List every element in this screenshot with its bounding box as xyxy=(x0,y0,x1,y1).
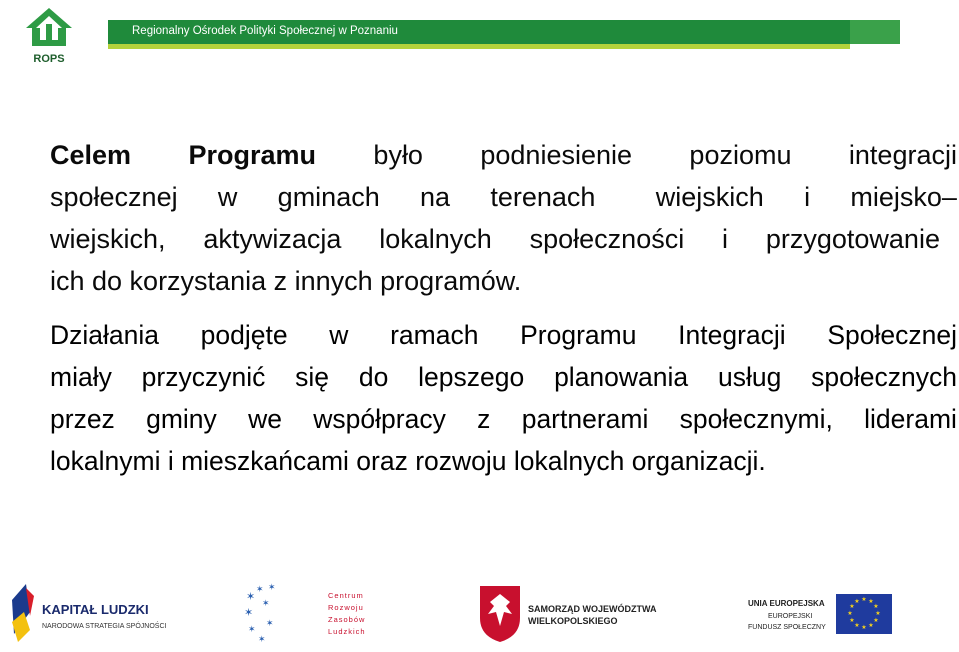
word: i xyxy=(804,182,811,212)
paragraph-line xyxy=(50,398,957,440)
star-icon: ✶ xyxy=(244,607,254,619)
ue-line2: EUROPEJSKI xyxy=(768,613,813,620)
kapital-ludzki-title: KAPITAŁ LUDZKI xyxy=(42,602,149,617)
word: lepszego xyxy=(418,362,525,392)
ue-line3: FUNDUSZ SPOŁECZNY xyxy=(748,624,826,631)
word: społecznymi, xyxy=(679,404,833,434)
word: z xyxy=(477,404,491,434)
svg-text:★: ★ xyxy=(861,625,867,631)
svg-text:★: ★ xyxy=(854,623,860,629)
word: przez xyxy=(50,404,115,434)
svg-text:★: ★ xyxy=(868,599,874,605)
word: społeczności xyxy=(529,224,685,254)
kapital-ludzki-subtitle: NARODOWA STRATEGIA SPÓJNOŚCI xyxy=(42,623,167,630)
header-title: Regionalny Ośrodek Polityki Społecznej w Poznaniu xyxy=(132,25,398,37)
word: się xyxy=(295,362,330,392)
word: liderami xyxy=(864,404,957,434)
crzl-line: Ludzkich xyxy=(328,627,366,636)
rops-logo-text: ROPS xyxy=(33,53,65,65)
header-underline xyxy=(108,44,850,49)
word: było xyxy=(373,140,423,170)
paragraph-actions xyxy=(50,314,957,482)
line-text: lokalnymi i mieszkańcami oraz rozwoju lokalnych organizacji. xyxy=(50,446,766,476)
word: do xyxy=(358,362,389,392)
word: w xyxy=(329,320,349,350)
word: wiejskich, xyxy=(50,224,166,254)
crzl-logo xyxy=(242,582,377,644)
word: we xyxy=(248,404,282,434)
svg-text:★: ★ xyxy=(868,623,874,629)
word: aktywizacja xyxy=(203,224,342,254)
svg-text:★: ★ xyxy=(849,618,855,624)
samorzad-logo xyxy=(478,582,657,644)
word: usług xyxy=(717,362,782,392)
star-icon: ✶ xyxy=(262,598,270,608)
svg-text:★: ★ xyxy=(861,597,867,603)
header-bar-tail xyxy=(850,20,900,44)
word: Celem xyxy=(50,140,132,170)
word: w xyxy=(217,182,238,212)
svg-text:★: ★ xyxy=(849,604,855,610)
word: i xyxy=(722,224,729,254)
svg-text:★: ★ xyxy=(873,618,879,624)
word: na xyxy=(420,182,451,212)
word: przygotowanie xyxy=(765,224,940,254)
word: społecznych xyxy=(811,362,957,392)
word: Programu xyxy=(520,320,637,350)
crzl-line: Centrum xyxy=(328,591,364,600)
word: gminy xyxy=(146,404,217,434)
svg-text:★: ★ xyxy=(875,611,881,617)
word: Działania xyxy=(50,320,160,350)
word: podjęte xyxy=(200,320,288,350)
word: współpracy xyxy=(313,404,446,434)
ue-line1: UNIA EUROPEJSKA xyxy=(748,599,825,608)
word: miejsko– xyxy=(850,182,957,212)
word: integracji xyxy=(848,140,957,170)
svg-text:★: ★ xyxy=(873,604,879,610)
word: podniesienie xyxy=(480,140,632,170)
word: wiejskich xyxy=(655,182,764,212)
crzl-line: Rozwoju xyxy=(328,603,364,612)
rops-logo xyxy=(24,6,74,66)
word: Programu xyxy=(188,140,316,170)
paragraph-line xyxy=(50,440,957,482)
svg-text:★: ★ xyxy=(847,611,853,617)
star-icon: ✶ xyxy=(258,634,266,644)
word: partnerami xyxy=(521,404,649,434)
samorzad-line1: SAMORZĄD WOJEWÓDZTWA xyxy=(528,604,657,614)
word: Integracji xyxy=(678,320,786,350)
word: ramach xyxy=(390,320,479,350)
paragraph-line xyxy=(50,356,957,398)
paragraph-line xyxy=(50,314,957,356)
word: lokalnych xyxy=(379,224,492,254)
star-icon: ✶ xyxy=(246,591,256,603)
word: społecznej xyxy=(50,182,178,212)
word: przyczynić xyxy=(141,362,266,392)
samorzad-line2: WIELKOPOLSKIEGO xyxy=(528,616,618,626)
star-icon: ✶ xyxy=(266,618,274,628)
word: planowania xyxy=(554,362,689,392)
svg-text:★: ★ xyxy=(854,599,860,605)
word: miały xyxy=(50,362,112,392)
crzl-line: Zasobów xyxy=(328,615,366,624)
word: terenach xyxy=(490,182,596,212)
paragraph-line xyxy=(50,134,957,176)
paragraph-line xyxy=(50,260,957,302)
line-text: ich do korzystania z innych programów. xyxy=(50,266,522,296)
paragraph-line xyxy=(50,176,957,218)
ue-logo xyxy=(742,582,902,644)
paragraph-goal xyxy=(50,134,957,302)
kapital-ludzki-logo xyxy=(8,582,168,644)
word: Społecznej xyxy=(827,320,957,350)
word: poziomu xyxy=(689,140,792,170)
star-icon: ✶ xyxy=(268,582,276,592)
star-icon: ✶ xyxy=(248,624,256,634)
word: gminach xyxy=(277,182,380,212)
paragraph-line xyxy=(50,218,940,260)
header-bar xyxy=(108,20,900,44)
star-icon: ✶ xyxy=(256,584,264,594)
